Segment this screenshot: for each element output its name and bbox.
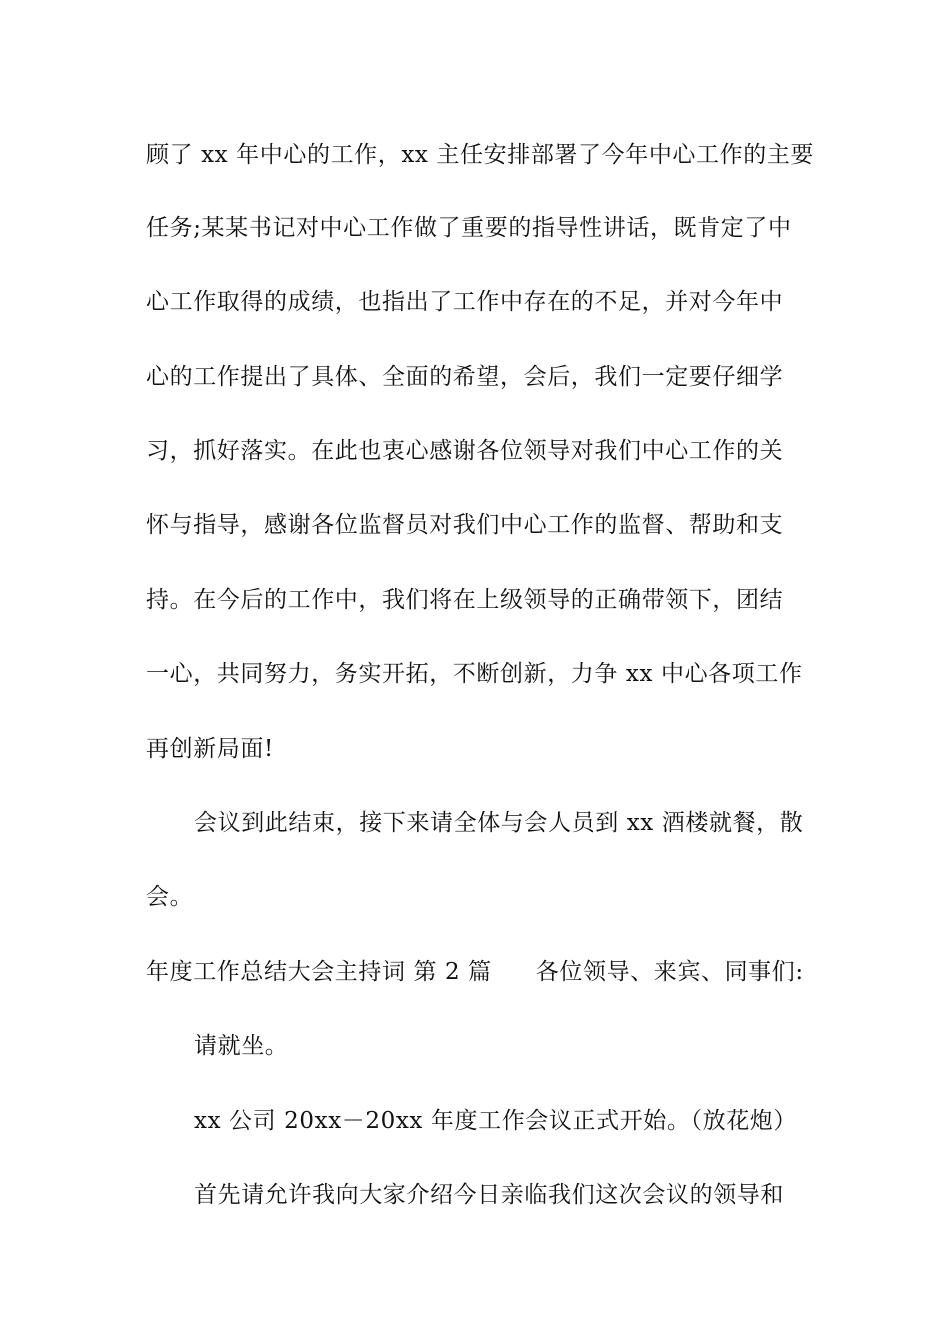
- text-line: 怀与指导，感谢各位监督员对我们中心工作的监督、帮助和支: [146, 512, 784, 538]
- text-line: 会议到此结束，接下来请全体与会人员到 xx 酒楼就餐，散: [194, 810, 804, 836]
- greeting-text: 各位领导、来宾、同事们:: [535, 959, 804, 985]
- text-line: 一心，共同努力，务实开拓，不断创新，力争 xx 中心各项工作: [146, 661, 803, 687]
- text-line: 心的工作提出了具体、全面的希望，会后，我们一定要仔细学: [146, 364, 784, 390]
- text-line: 再创新局面!: [146, 736, 274, 762]
- section-title: 年度工作总结大会主持词 第 2 篇: [146, 959, 492, 985]
- text-line: 请就坐。: [194, 1033, 289, 1059]
- text-line: 顾了 xx 年中心的工作，xx 主任安排部署了今年中心工作的主要: [146, 142, 815, 168]
- text-line: 心工作取得的成绩，也指出了工作中存在的不足，并对今年中: [146, 289, 784, 315]
- section-heading-line: [146, 957, 816, 987]
- text-line: 习，抓好落实。在此也衷心感谢各位领导对我们中心工作的关: [146, 438, 784, 464]
- text-line: xx 公司 20xx－20xx 年度工作会议正式开始。（放花炮）: [194, 1108, 797, 1134]
- text-line: 任务;某某书记对中心工作做了重要的指导性讲话，既肯定了中: [146, 215, 792, 241]
- text-line: 会。: [146, 884, 194, 910]
- text-line: 持。在今后的工作中，我们将在上级领导的正确带领下，团结: [146, 587, 784, 613]
- text-line: 首先请允许我向大家介绍今日亲临我们这次会议的领导和: [194, 1182, 784, 1208]
